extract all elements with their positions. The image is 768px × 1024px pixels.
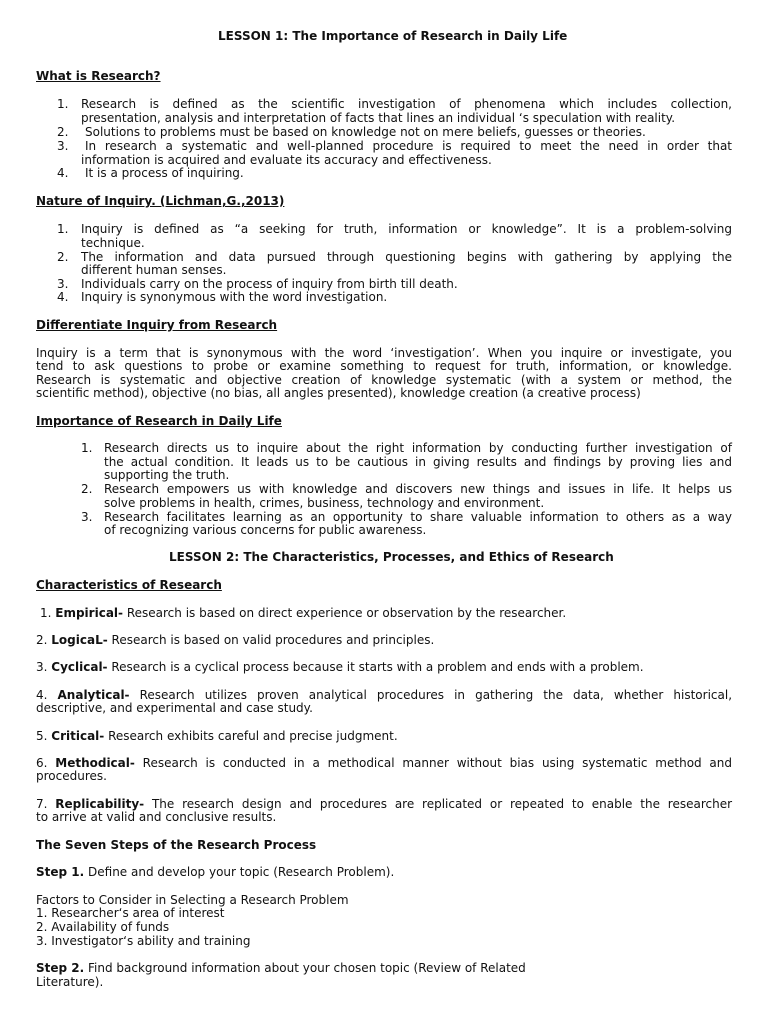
- factor-item: 3. Investigator‘s ability and training: [36, 934, 251, 948]
- item-term: Analytical-: [57, 688, 130, 702]
- list-item-text: presentation, analysis and interpretation of facts that lines an individual ‘s speculation with reality.: [81, 111, 676, 125]
- item-text: Research is conducted in a methodical manner without bias using systematic method and: [134, 756, 733, 770]
- item-number: 5.: [36, 729, 52, 743]
- characteristic-item: [36, 633, 434, 647]
- characteristic-item: [40, 606, 566, 620]
- list-item-text: Research empowers us with knowledge and discovers new things and issues in life. It helps us: [104, 482, 732, 496]
- step-text: Find background information about your chosen topic (Review of Related: [84, 961, 526, 975]
- characteristic-item: [36, 756, 732, 770]
- nature-of-inquiry-heading: Nature of Inquiry. (Lichman,G.,2013): [36, 194, 285, 208]
- lesson2-title: LESSON 2: The Characteristics, Processes, and Ethics of Research: [169, 550, 614, 564]
- step-text: Define and develop your topic (Research Problem).: [84, 865, 395, 879]
- differentiate-heading: Differentiate Inquiry from Research: [36, 318, 278, 332]
- item-text: Research is based on valid procedures and principles.: [107, 633, 435, 647]
- item-number: 2.: [36, 633, 52, 647]
- item-number: 7.: [36, 797, 56, 811]
- item-term: Critical-: [51, 729, 105, 743]
- item-term: Replicability-: [55, 797, 145, 811]
- list-item-text: Solutions to problems must be based on knowledge not on mere beliefs, guesses or theories.: [85, 125, 646, 139]
- list-item-text: Research directs us to inquire about the right information by conducting further investigation of: [104, 441, 732, 455]
- item-text: The research design and procedures are replicated or repeated to enable the researcher: [144, 797, 733, 811]
- list-item-number: 1.: [57, 97, 69, 111]
- step-2: [36, 961, 526, 975]
- list-item-text: Research is defined as the scientific investigation of phenomena which includes collection,: [81, 97, 732, 111]
- list-item-text: Research facilitates learning as an opportunity to share valuable information to others as a way: [104, 510, 732, 524]
- item-term: Cyclical-: [51, 660, 108, 674]
- item-term: Methodical-: [55, 756, 135, 770]
- list-item-number: 1.: [57, 222, 69, 236]
- list-item-text: technique.: [81, 236, 145, 250]
- list-item-text: the actual condition. It leads us to be cautious in giving results and findings by proving lies and: [104, 455, 732, 469]
- item-text: to arrive at valid and conclusive results.: [36, 810, 277, 824]
- list-item-text: Individuals carry on the process of inquiry from birth till death.: [81, 277, 458, 291]
- step-text: Literature).: [36, 975, 104, 989]
- importance-heading: Importance of Research in Daily Life: [36, 414, 282, 428]
- paragraph-line: Research is systematic and objective creation of knowledge systematic (with a system or method, the: [36, 373, 732, 387]
- item-term: Empirical-: [55, 606, 124, 620]
- list-item-number: 1.: [81, 441, 93, 455]
- factor-item: 1. Researcher‘s area of interest: [36, 906, 225, 920]
- item-text: descriptive, and experimental and case study.: [36, 701, 313, 715]
- list-item-number: 4.: [57, 290, 69, 304]
- characteristic-item: [36, 797, 732, 811]
- step-1: [36, 865, 394, 879]
- characteristic-item: [36, 660, 644, 674]
- list-item-text: of recognizing various concerns for public awareness.: [104, 523, 427, 537]
- list-item-number: 2.: [57, 250, 69, 264]
- characteristic-item: [36, 688, 732, 702]
- item-text: procedures.: [36, 769, 107, 783]
- item-term: LogicaL-: [51, 633, 108, 647]
- step-label: Step 1.: [36, 865, 85, 879]
- paragraph-line: tend to ask questions to probe or examine something to request for truth, information, or knowledge.: [36, 359, 732, 373]
- list-item-text: Inquiry is defined as “a seeking for truth, information or knowledge”. It is a problem-solving: [81, 222, 732, 236]
- item-text: Research is based on direct experience or observation by the researcher.: [123, 606, 567, 620]
- list-item-text: information is acquired and evaluate its accuracy and effectiveness.: [81, 153, 492, 167]
- lesson1-title: LESSON 1: The Importance of Research in Daily Life: [218, 29, 568, 43]
- seven-steps-heading: The Seven Steps of the Research Process: [36, 838, 317, 852]
- paragraph-line: Inquiry is a term that is synonymous with the word ‘investigation’. When you inquire or investigate, you: [36, 346, 732, 360]
- characteristics-heading: Characteristics of Research: [36, 578, 222, 592]
- item-text: Research utilizes proven analytical procedures in gathering the data, whether historical,: [129, 688, 733, 702]
- item-number: 6.: [36, 756, 56, 770]
- item-text: Research exhibits careful and precise judgment.: [104, 729, 398, 743]
- item-number: 1.: [40, 606, 56, 620]
- step-label: Step 2.: [36, 961, 85, 975]
- list-item-text: supporting the truth.: [104, 468, 230, 482]
- item-text: Research is a cyclical process because it starts with a problem and ends with a problem.: [107, 660, 644, 674]
- list-item-text: In research a systematic and well-planned procedure is required to meet the need in order that: [85, 139, 732, 153]
- list-item-number: 3.: [81, 510, 93, 524]
- list-item-text: It is a process of inquiring.: [85, 166, 244, 180]
- characteristic-item: [36, 729, 398, 743]
- list-item-number: 4.: [57, 166, 69, 180]
- list-item-text: solve problems in health, crimes, business, technology and environment.: [104, 496, 545, 510]
- paragraph-line: scientific method), objective (no bias, all angles presented), knowledge creation (a creative process): [36, 386, 641, 400]
- list-item-number: 3.: [57, 277, 69, 291]
- item-number: 3.: [36, 660, 52, 674]
- list-item-text: Inquiry is synonymous with the word investigation.: [81, 290, 388, 304]
- list-item-text: different human senses.: [81, 263, 227, 277]
- list-item-number: 2.: [57, 125, 69, 139]
- factors-heading: Factors to Consider in Selecting a Research Problem: [36, 893, 349, 907]
- list-item-number: 2.: [81, 482, 93, 496]
- factor-item: 2. Availability of funds: [36, 920, 170, 934]
- list-item-number: 3.: [57, 139, 69, 153]
- item-number: 4.: [36, 688, 58, 702]
- list-item-text: The information and data pursued through questioning begins with gathering by applying the: [81, 250, 732, 264]
- what-is-research-heading: What is Research?: [36, 69, 161, 83]
